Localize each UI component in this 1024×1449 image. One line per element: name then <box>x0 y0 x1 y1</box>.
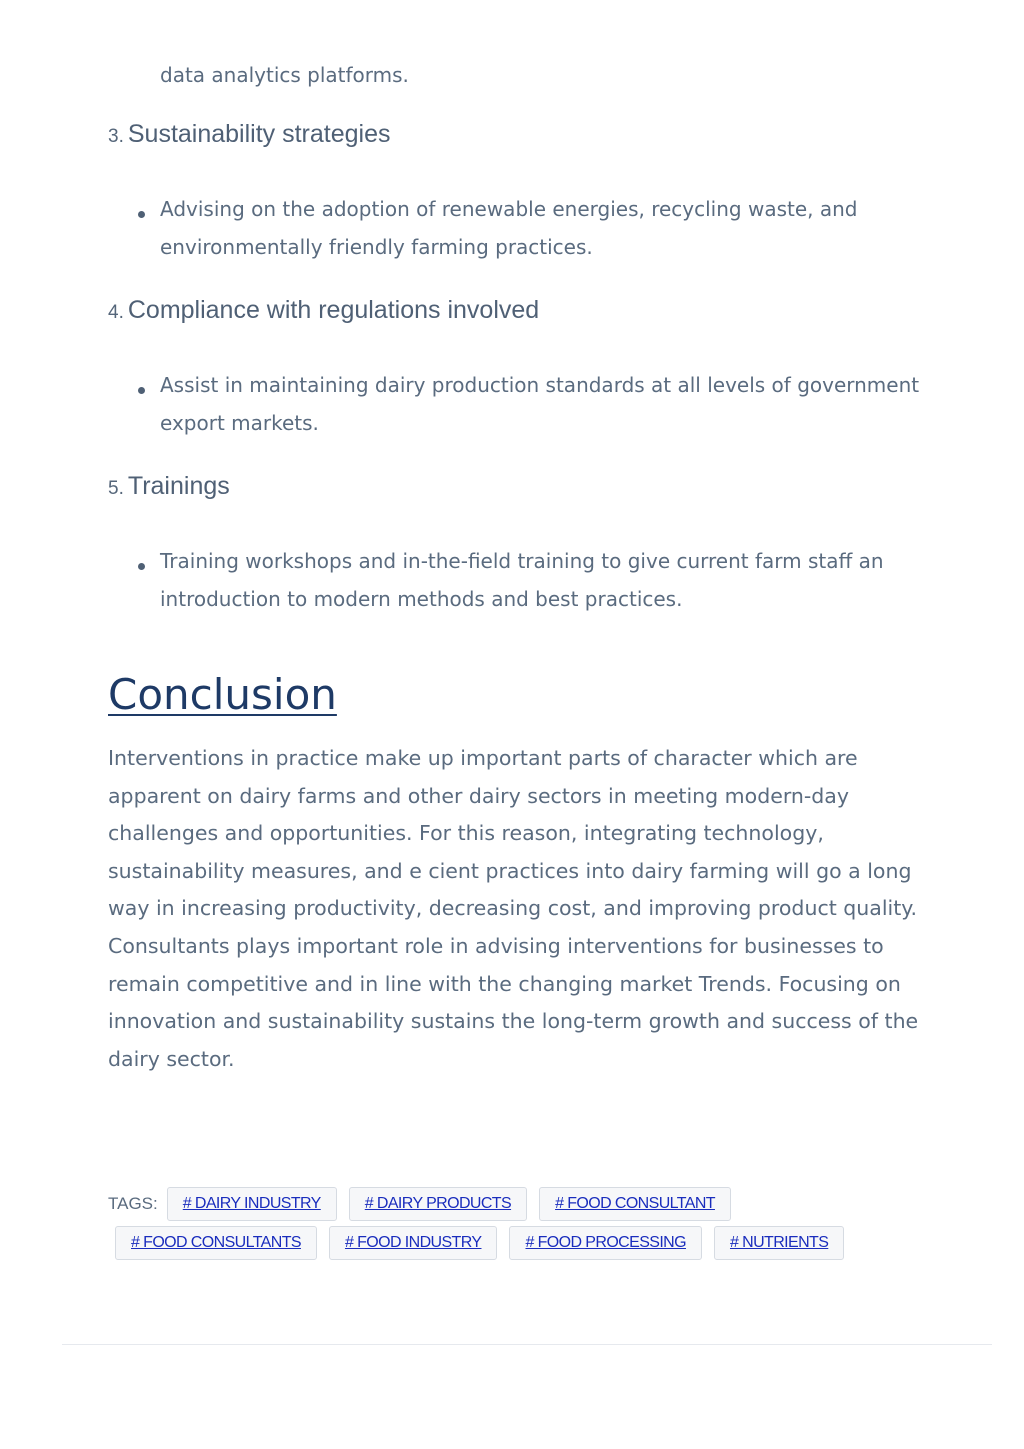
tags-section <box>108 1187 898 1265</box>
list-item <box>108 367 938 442</box>
bullet-dot-icon <box>138 563 145 570</box>
section-title: Trainings <box>127 472 230 500</box>
section-heading <box>108 470 938 505</box>
conclusion-heading: Conclusion <box>108 670 337 719</box>
footer-divider <box>62 1344 992 1345</box>
bullet-list <box>108 191 938 266</box>
tags-label: TAGS: <box>108 1194 158 1213</box>
section-number: 3. <box>108 126 124 147</box>
section-number: 5. <box>108 478 124 499</box>
section-trainings <box>108 470 938 618</box>
tag-food-consultants[interactable]: # FOOD CONSULTANTS <box>115 1226 317 1260</box>
section-number: 4. <box>108 302 124 323</box>
section-title: Compliance with regulations involved <box>127 296 540 324</box>
tag-dairy-industry[interactable]: # DAIRY INDUSTRY <box>167 1187 337 1221</box>
tag-dairy-products[interactable]: # DAIRY PRODUCTS <box>349 1187 527 1221</box>
section-title: Sustainability strategies <box>127 120 391 148</box>
list-item <box>108 191 938 266</box>
intro-tail-text: data analytics platforms. <box>160 63 409 87</box>
bullet-dot-icon <box>138 211 145 218</box>
tag-food-consultant[interactable]: # FOOD CONSULTANT <box>539 1187 731 1221</box>
tags-row <box>108 1226 898 1260</box>
tag-nutrients[interactable]: # NUTRIENTS <box>714 1226 844 1260</box>
list-item-text: Training workshops and in-the-field training to give current farm staff an introduction to modern methods and best practices. <box>160 549 884 611</box>
list-item-text: Assist in maintaining dairy production standards at all levels of government export markets. <box>160 373 920 435</box>
tag-food-industry[interactable]: # FOOD INDUSTRY <box>329 1226 498 1260</box>
section-heading <box>108 294 938 329</box>
list-item-text: Advising on the adoption of renewable energies, recycling waste, and environmentally friendly farming practices. <box>160 197 858 259</box>
section-heading <box>108 118 938 153</box>
list-item <box>108 543 938 618</box>
tags-row <box>108 1187 898 1221</box>
section-sustainability-strategies <box>108 118 938 266</box>
bullet-list <box>108 367 938 442</box>
conclusion-paragraph: Interventions in practice make up important parts of character which are apparent on dairy farms and other dairy sectors in meeting modern-day challenges and opportunities. For this reason, integrating technology, sustainability measures, and e cient practices into dairy farming will go a long way in increasing productivity, decreasing cost, and improving product quality. Consultants plays important role in advising interventions for businesses to remain competitive and in line with the changing market Trends. Focusing on innovation and sustainability sustains the long-term growth and success of the dairy sector. <box>108 746 919 1071</box>
bullet-dot-icon <box>138 387 145 394</box>
bullet-list <box>108 543 938 618</box>
section-compliance <box>108 294 938 442</box>
tag-food-processing[interactable]: # FOOD PROCESSING <box>509 1226 702 1260</box>
